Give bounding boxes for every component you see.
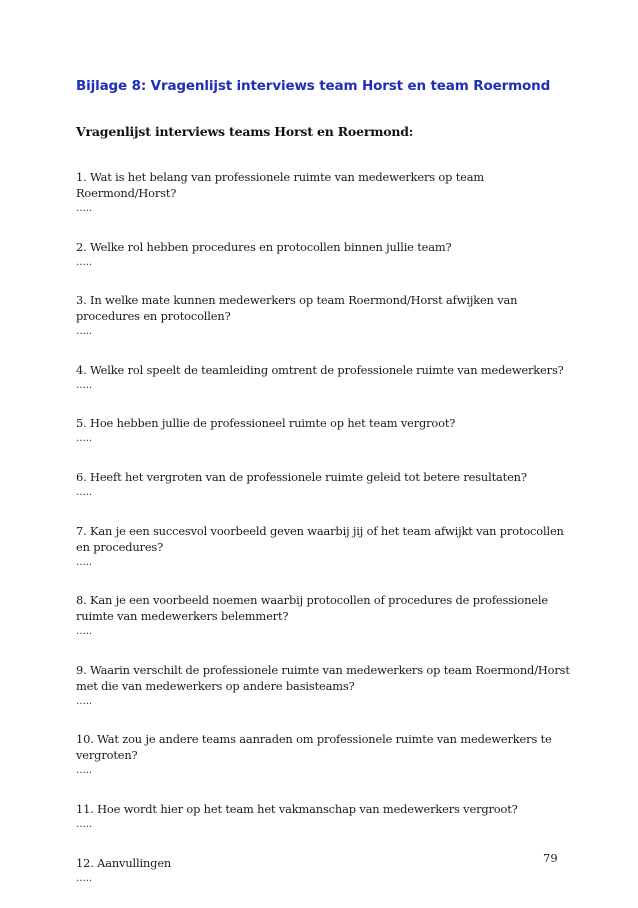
question-item [76,362,576,393]
answer-placeholder: ….. [76,379,92,391]
question-item [76,523,576,570]
answer-placeholder: ….. [76,203,92,214]
question-text: 4. Welke rol speelt de teamleiding omtrent de professionele ruimte van medewerkers? [76,362,564,377]
question-text: 9. Waarin verschilt de professionele ruimte van medewerkers op team Roermond/Horst met die van medewerkers op andere basisteams? [76,662,570,693]
question-item [76,169,576,216]
answer-placeholder: ….. [76,256,92,268]
question-item [76,415,576,446]
question-text: 7. Kan je een succesvol voorbeeld geven waarbij jij of het team afwijkt van protocollen en procedures? [76,523,564,554]
question-list [76,169,576,908]
question-text: 10. Wat zou je andere teams aanraden om professionele ruimte van medewerkers te vergroten? [76,732,552,763]
answer-placeholder: ….. [76,872,92,884]
answer-placeholder: ….. [76,765,92,777]
answer-placeholder: ….. [76,818,92,830]
answer-placeholder: ….. [76,486,92,498]
question-text: 8. Kan je een voorbeeld noemen waarbij protocollen of procedures de professionele ruimte van medewerkers belemmert? [76,593,548,624]
answer-placeholder: ….. [76,433,92,445]
question-text: 5. Hoe hebben jullie de professioneel ruimte op het team vergroot? [76,416,456,431]
question-item [76,592,576,639]
question-item [76,731,576,778]
question-text: 3. In welke mate kunnen medewerkers op team Roermond/Horst afwijken van procedures en protocollen? [76,293,518,324]
question-item [76,239,576,270]
answer-placeholder: ….. [76,695,92,707]
question-item [76,855,576,886]
questionnaire-subheading: Vragenlijst interviews teams Horst en Roermond: [76,124,414,139]
question-text: 1. Wat is het belang van professionele ruimte van medewerkers op team Roermond/Horst? [76,170,485,200]
appendix-heading: Bijlage 8: Vragenlijst interviews team Horst en team Roermond [76,78,551,94]
answer-placeholder: ….. [76,326,92,338]
question-item [76,469,576,500]
question-text: 12. Aanvullingen [76,855,172,870]
question-text: 2. Welke rol hebben procedures en protocollen binnen jullie team? [76,239,452,254]
question-item [76,662,576,709]
question-text: 11. Hoe wordt hier op het team het vakmanschap van medewerkers vergroot? [76,801,518,816]
question-item [76,292,576,339]
question-text: 6. Heeft het vergroten van de professionele ruimte geleid tot betere resultaten? [76,469,527,484]
question-item [76,801,576,832]
answer-placeholder: ….. [76,556,92,568]
page-number: 79 [543,851,558,865]
answer-placeholder: ….. [76,626,92,638]
